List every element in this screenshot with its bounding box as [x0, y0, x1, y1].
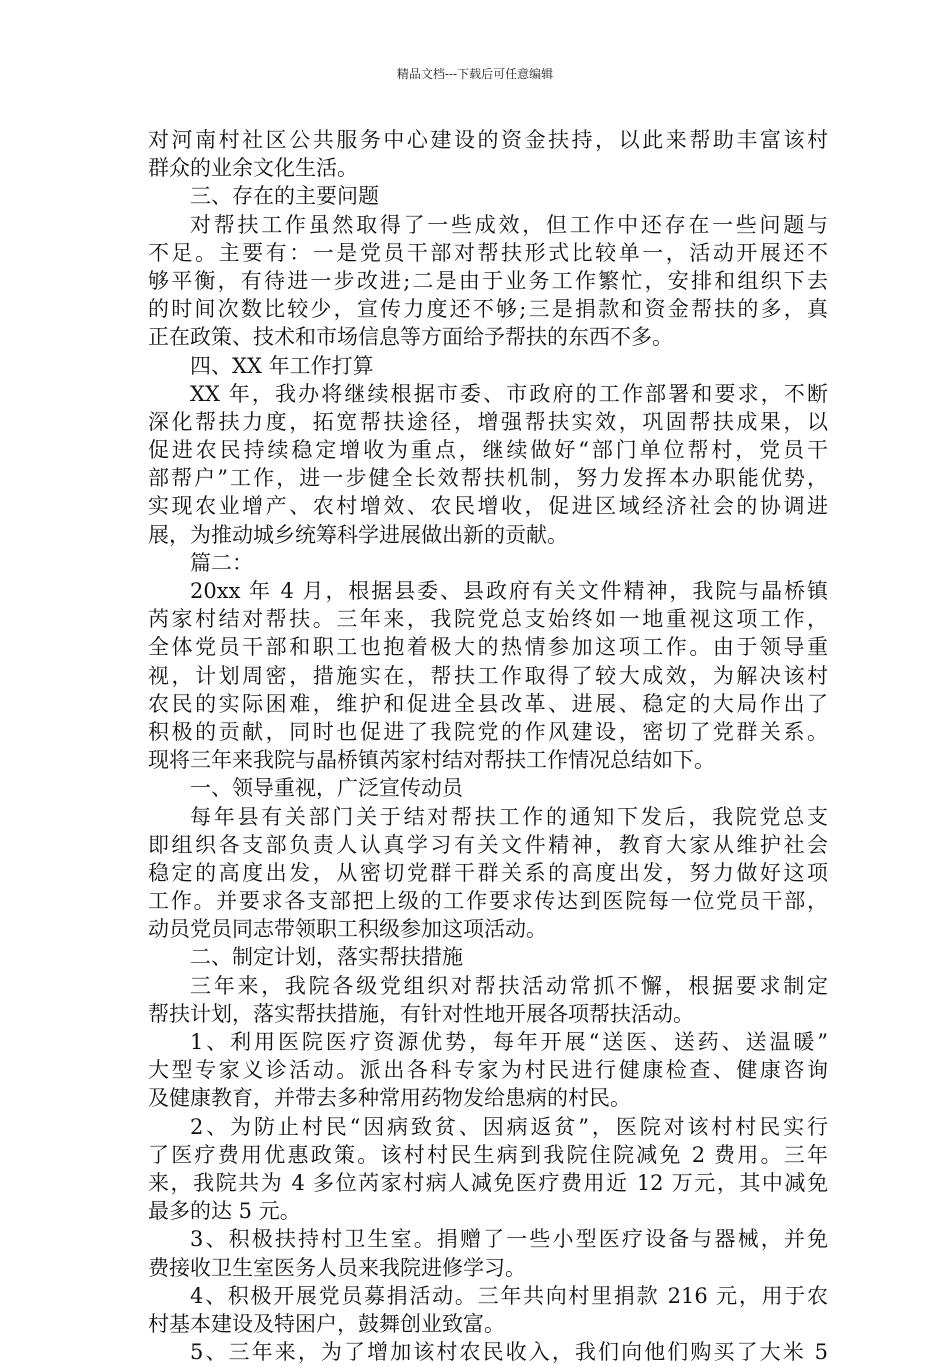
text-line: 帮扶计划，落实帮扶措施，有针对性地开展各项帮扶活动。: [148, 1001, 694, 1026]
text-line: 每年县有关部门关于结对帮扶工作的通知下发后，我院党总支: [190, 804, 828, 829]
text-line: 够平衡，有待进一步改进;二是由于业务工作繁忙，安排和组织下去: [148, 268, 828, 293]
text-line: 的时间次数比较少，宣传力度还不够;三是捐款和资金帮扶的多，真: [148, 297, 828, 322]
text-line: 展，为推动城乡统筹科学进展做出新的贡献。: [148, 522, 568, 547]
document-body: [148, 126, 828, 1366]
text-line: 正在政策、技术和市场信息等方面给予帮扶的东西不多。: [148, 325, 673, 350]
text-line: 村基本建设及特困户，鼓舞创业致富。: [148, 1311, 505, 1336]
text-line: 了医疗费用优惠政策。该村村民生病到我院住院减免 2 费用。三年: [148, 1142, 828, 1167]
text-line: 四、XX 年工作打算: [190, 353, 374, 378]
text-line: 对河南村社区公共服务中心建设的资金扶持，以此来帮助丰富该村: [148, 128, 828, 152]
text-line: 三年来，我院各级党组织对帮扶活动常抓不懈，根据要求制定: [190, 973, 828, 998]
text-line: 3、积极扶持村卫生室。捐赠了一些小型医疗设备与器械，并免: [190, 1227, 828, 1252]
text-line: 工作。并要求各支部把上级的工作要求传达到医院每一位党员干部，: [148, 889, 828, 914]
text-line: 现将三年来我院与晶桥镇芮家村结对帮扶工作情况总结如下。: [148, 748, 715, 773]
text-line: 20xx 年 4 月，根据县委、县政府有关文件精神，我院与晶桥镇: [190, 579, 828, 603]
text-line: 及健康教育，并带去多种常用药物发给患病的村民。: [148, 1086, 631, 1111]
text-line: 对帮扶工作虽然取得了一些成效，但工作中还存在一些问题与: [190, 212, 828, 237]
text-line: 积极的贡献，同时也促进了我院党的作风建设，密切了党群关系。: [148, 719, 828, 744]
text-line: 5、三年来，为了增加该村农民收入，我们向他们购买了大米 5: [190, 1340, 828, 1365]
text-line: 1、利用医院医疗资源优势，每年开展“送医、送药、送温暖”: [190, 1030, 828, 1054]
text-line: 4、积极开展党员募捐活动。三年共向村里捐款 216 元，用于农: [190, 1283, 828, 1308]
text-line: 2、为防止村民“因病致贫、因病返贫”，医院对该村村民实行: [190, 1114, 828, 1139]
text-line: 农民的实际困难，维护和促进全县改革、进展、稳定的大局作出了: [148, 691, 828, 716]
text-line: 稳定的高度出发，从密切党群干群关系的高度出发，努力做好这项: [148, 860, 828, 885]
text-line: 全体党员干部和职工也抱着极大的热情参加这项工作。由于领导重: [148, 635, 828, 660]
text-line: 部帮户”工作，进一步健全长效帮扶机制，努力发挥本办职能优势，: [148, 466, 828, 491]
text-line: 实现农业增产、农村增效、农民增收，促进区域经济社会的协调进: [148, 494, 828, 519]
text-line: 即组织各支部负责人认真学习有关文件精神，教育大家从维护社会: [148, 832, 828, 857]
text-line: 篇二：: [190, 550, 253, 575]
text-line: 费接收卫生室医务人员来我院进修学习。: [148, 1255, 526, 1280]
text-line: XX 年，我办将继续根据市委、市政府的工作部署和要求，不断: [190, 381, 828, 406]
text-line: 最多的达 5 元。: [148, 1199, 301, 1224]
text-line: 群众的业余文化生活。: [148, 156, 358, 181]
text-line: 不足。主要有：一是党员干部对帮扶形式比较单一，活动开展还不: [148, 240, 828, 265]
text-line: 深化帮扶力度，拓宽帮扶途径，增强帮扶实效，巩固帮扶成果，以: [148, 409, 828, 434]
text-line: 视，计划周密，措施实在，帮扶工作取得了较大成效，为解决该村: [148, 663, 828, 688]
text-line: 促进农民持续稳定增收为重点，继续做好“部门单位帮村，党员干: [148, 438, 828, 463]
text-line: 动员党员同志带领职工积级参加这项活动。: [148, 917, 547, 942]
text-line: 一、领导重视，广泛宣传动员: [190, 776, 463, 801]
text-line: 二、制定计划，落实帮扶措施: [190, 945, 463, 970]
text-line: 来，我院共为 4 多位芮家村病人减免医疗费用近 12 万元，其中减免: [148, 1170, 828, 1195]
page-header: 精品文档---下载后可任意编辑: [396, 67, 554, 81]
text-line: 芮家村结对帮扶。三年来，我院党总支始终如一地重视这项工作，: [148, 607, 828, 632]
text-line: 大型专家义诊活动。派出各科专家为村民进行健康检查、健康咨询: [148, 1058, 828, 1083]
text-line: 三、存在的主要问题: [190, 184, 379, 209]
